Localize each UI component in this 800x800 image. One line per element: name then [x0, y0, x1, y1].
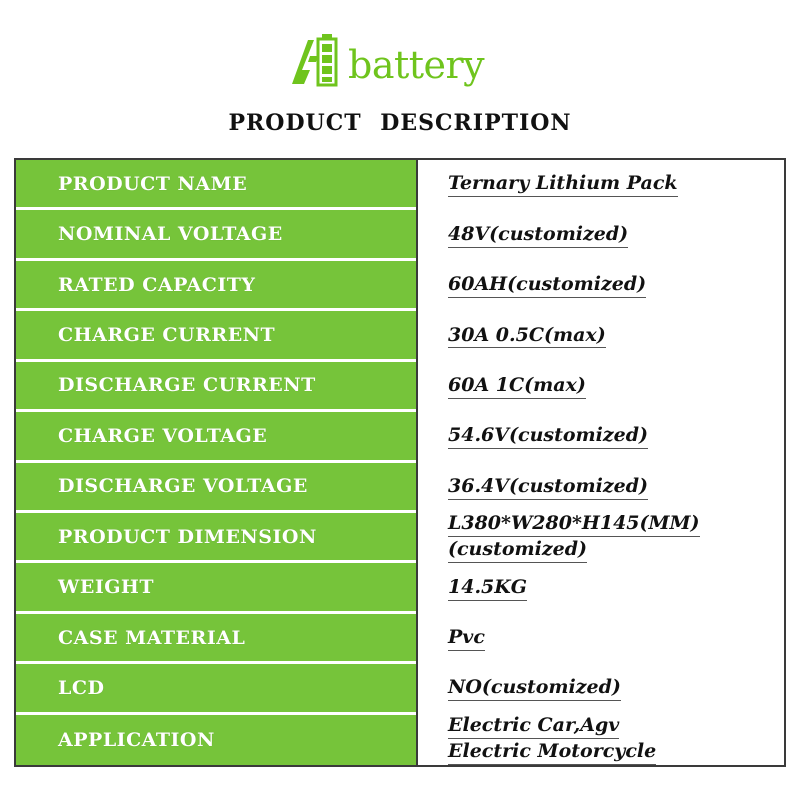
table-row [16, 160, 784, 210]
table-row [16, 614, 784, 664]
table-row [16, 513, 784, 563]
spec-value [416, 463, 784, 513]
spec-value [416, 412, 784, 462]
spec-value-line: 60AH(customized) [448, 274, 646, 298]
spec-value [416, 664, 784, 714]
spec-value [416, 210, 784, 260]
spec-label: APPLICATION [16, 715, 416, 765]
table-row [16, 261, 784, 311]
spec-value [416, 261, 784, 311]
spec-value [416, 160, 784, 210]
spec-label: PRODUCT DIMENSION [16, 513, 416, 563]
spec-value-line: 14.5KG [448, 577, 527, 601]
spec-label: CHARGE CURRENT [16, 311, 416, 361]
table-row [16, 362, 784, 412]
table-row [16, 463, 784, 513]
spec-label: DISCHARGE CURRENT [16, 362, 416, 412]
spec-value [416, 715, 784, 765]
spec-label: WEIGHT [16, 563, 416, 613]
spec-table [14, 158, 786, 767]
spec-value-line: Ternary Lithium Pack [448, 173, 678, 197]
spec-label: DISCHARGE VOLTAGE [16, 463, 416, 513]
spec-label: CHARGE VOLTAGE [16, 412, 416, 462]
table-row [16, 715, 784, 765]
spec-value-line: 54.6V(customized) [448, 425, 648, 449]
spec-value [416, 362, 784, 412]
spec-label: RATED CAPACITY [16, 261, 416, 311]
brand-logo [288, 24, 488, 88]
spec-value-line: Electric Car,Agv [448, 715, 619, 739]
spec-label: LCD [16, 664, 416, 714]
spec-value [416, 513, 784, 563]
brand-name: battery [348, 43, 485, 87]
page-title: PRODUCT DESCRIPTION [228, 110, 572, 136]
spec-label: NOMINAL VOLTAGE [16, 210, 416, 260]
spec-value-line: 60A 1C(max) [448, 375, 586, 399]
spec-label: CASE MATERIAL [16, 614, 416, 664]
spec-label: PRODUCT NAME [16, 160, 416, 210]
table-row [16, 210, 784, 260]
spec-value-line: Pvc [448, 627, 485, 651]
spec-value [416, 563, 784, 613]
spec-value-line: 48V(customized) [448, 224, 628, 248]
spec-value [416, 311, 784, 361]
spec-value [416, 614, 784, 664]
table-row [16, 412, 784, 462]
spec-value-line: NO(customized) [448, 677, 621, 701]
spec-value-line: 30A 0.5C(max) [448, 325, 606, 349]
table-row [16, 311, 784, 361]
spec-value-line: (customized) [448, 539, 587, 563]
table-row [16, 563, 784, 613]
table-row [16, 664, 784, 714]
battery-logo-icon [288, 30, 346, 88]
spec-value-line: L380*W280*H145(MM) [448, 513, 700, 537]
spec-value-line: 36.4V(customized) [448, 476, 648, 500]
spec-value-line: Electric Motorcycle [448, 741, 656, 765]
